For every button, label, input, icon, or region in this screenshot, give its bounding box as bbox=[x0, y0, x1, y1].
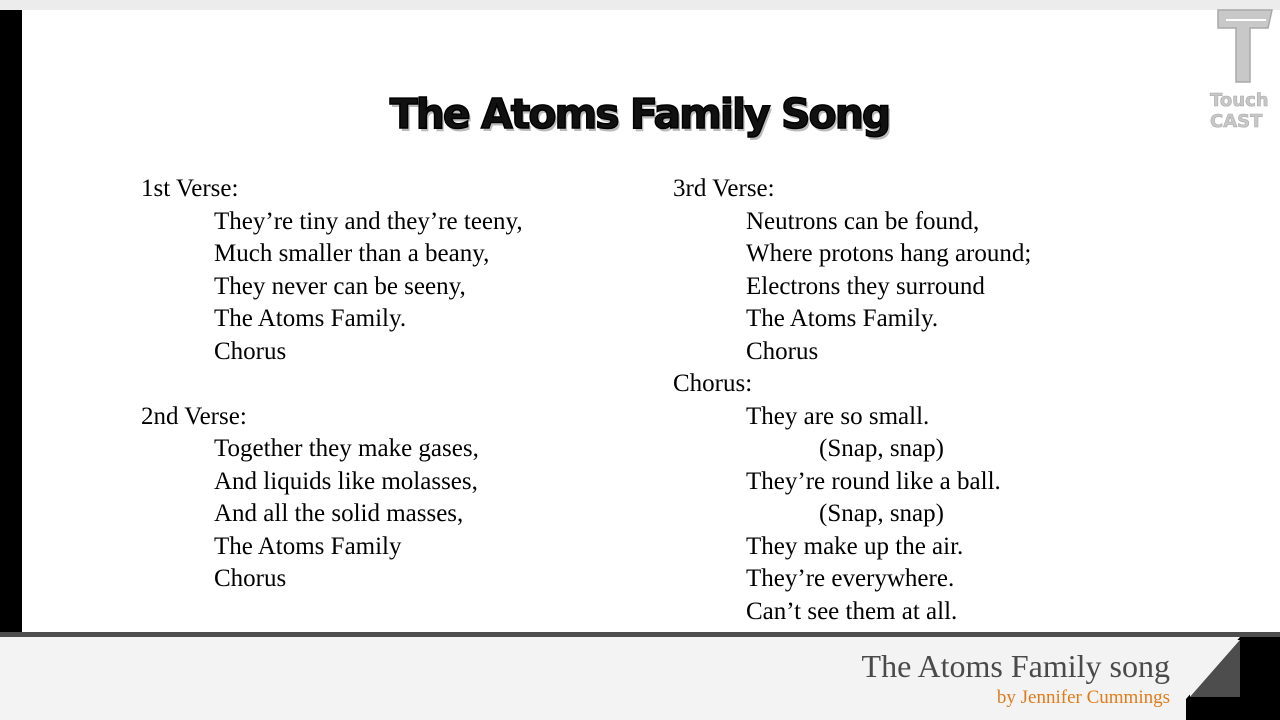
lyric-line: Where protons hang around; bbox=[746, 240, 1032, 267]
stanza-gap bbox=[141, 368, 523, 401]
lyric-line: Electrons they surround bbox=[746, 272, 985, 300]
lyric-line: They are so small. bbox=[746, 402, 930, 430]
lyric-line: Together they make gases, bbox=[214, 435, 479, 462]
lyric-line: The Atoms Family. bbox=[214, 305, 407, 332]
watermark-text-line2: CAST bbox=[1210, 111, 1263, 132]
lyric-heading: 2nd Verse: bbox=[141, 402, 247, 430]
watermark-text-line1: Touch bbox=[1210, 90, 1269, 111]
footer-author: by Jennifer Cummings bbox=[996, 687, 1170, 708]
lyric-line: They’re round like a ball. bbox=[746, 467, 1001, 495]
lyric-line: They’re everywhere. bbox=[746, 565, 955, 592]
lyric-line: (Snap, snap) bbox=[819, 435, 944, 462]
lyric-heading: 1st Verse: bbox=[141, 175, 239, 202]
left-lyrics-column bbox=[141, 173, 523, 596]
slide-canvas bbox=[22, 10, 1257, 632]
lyric-line: Can’t see them at all. bbox=[746, 597, 958, 625]
lyric-heading: Chorus: bbox=[673, 370, 753, 397]
touchcast-watermark bbox=[1210, 0, 1280, 130]
lyric-line: The Atoms Family bbox=[214, 532, 402, 560]
page-curl-corner-icon bbox=[1186, 637, 1280, 720]
song-title: The Atoms Family Song bbox=[389, 90, 890, 138]
lyric-line: And liquids like molasses, bbox=[214, 467, 478, 495]
footer-title: The Atoms Family song bbox=[861, 648, 1170, 684]
lyric-line: Chorus bbox=[214, 565, 287, 592]
lyric-heading: 3rd Verse: bbox=[673, 175, 775, 202]
lyric-line: The Atoms Family. bbox=[746, 305, 939, 332]
top-strip bbox=[0, 0, 1280, 10]
lyric-line: (Snap, snap) bbox=[819, 500, 944, 527]
lyric-line: And all the solid masses, bbox=[214, 500, 464, 527]
lyric-line: Much smaller than a beany, bbox=[214, 240, 490, 267]
lyric-line: Chorus bbox=[214, 337, 287, 365]
lyric-line: They make up the air. bbox=[746, 532, 964, 560]
lyric-line: Neutrons can be found, bbox=[746, 207, 980, 235]
lyric-line: Chorus bbox=[746, 337, 819, 365]
right-lyrics-column bbox=[673, 173, 1031, 628]
lyric-line: They never can be seeny, bbox=[214, 272, 466, 300]
lyric-line: They’re tiny and they’re teeny, bbox=[214, 207, 523, 235]
touchcast-t-logo-icon bbox=[1210, 0, 1280, 92]
